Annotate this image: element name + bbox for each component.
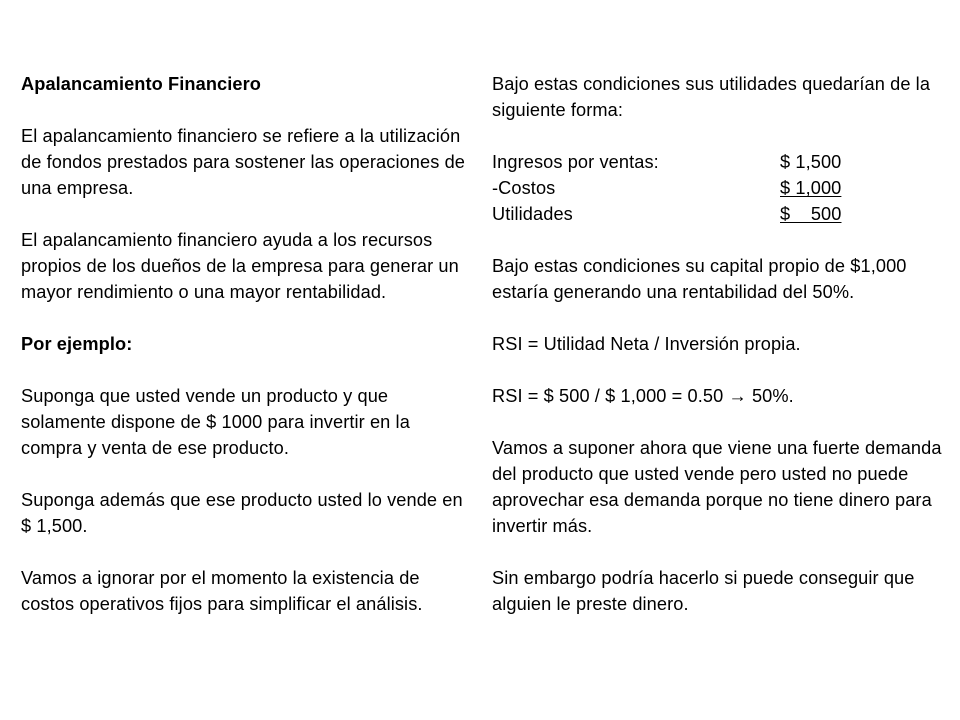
benefit-paragraph: El apalancamiento financiero ayuda a los recursos propios de los dueños de la empresa para generar un mayor rendimiento o una mayor rentabilidad.	[21, 230, 459, 302]
rsi-calculation	[492, 383, 942, 409]
capital-paragraph: Bajo estas condiciones su capital propio de $1,000 estaría generando una rentabilidad del 50%.	[492, 256, 907, 302]
right-column	[492, 71, 942, 617]
table-row	[492, 175, 942, 201]
example-paragraph-2: Suponga además que ese producto usted lo vende en $ 1,500.	[21, 490, 463, 536]
demand-paragraph: Vamos a suponer ahora que viene una fuerte demanda del producto que usted vende pero usted no puede aprovechar esa demanda porque no tiene dinero para invertir más.	[492, 438, 942, 536]
definition-paragraph: El apalancamiento financiero se refiere a la utilización de fondos prestados para sostener las operaciones de una empresa.	[21, 126, 466, 198]
table-row	[492, 201, 942, 227]
right-arrow-icon: →	[728, 386, 747, 406]
table-row	[492, 149, 942, 175]
slide-title: Apalancamiento Financiero	[21, 74, 262, 94]
row-label: Ingresos por ventas:	[492, 152, 659, 172]
rsi-formula: RSI = Utilidad Neta / Inversión propia.	[492, 334, 801, 354]
row-amount: $ 1,000	[780, 178, 842, 198]
row-amount: $ 1,500	[780, 152, 842, 172]
results-intro: Bajo estas condiciones sus utilidades quedarían de la siguiente forma:	[492, 74, 931, 120]
example-paragraph-3: Vamos a ignorar por el momento la existencia de costos operativos fijos para simplificar el análisis.	[21, 568, 423, 614]
row-label: Utilidades	[492, 204, 573, 224]
rsi-result: 50%.	[751, 386, 794, 406]
left-column	[21, 71, 469, 617]
income-table	[492, 149, 942, 227]
rsi-calc-text: RSI = $ 500 / $ 1,000 = 0.50	[492, 386, 724, 406]
example-paragraph-1: Suponga que usted vende un producto y que solamente dispone de $ 1000 para invertir en la compra y venta de ese producto.	[21, 386, 410, 458]
example-heading: Por ejemplo:	[21, 334, 133, 354]
row-amount: $ 500	[780, 204, 842, 224]
row-label: -Costos	[492, 178, 556, 198]
loan-paragraph: Sin embargo podría hacerlo si puede conseguir que alguien le preste dinero.	[492, 568, 915, 614]
